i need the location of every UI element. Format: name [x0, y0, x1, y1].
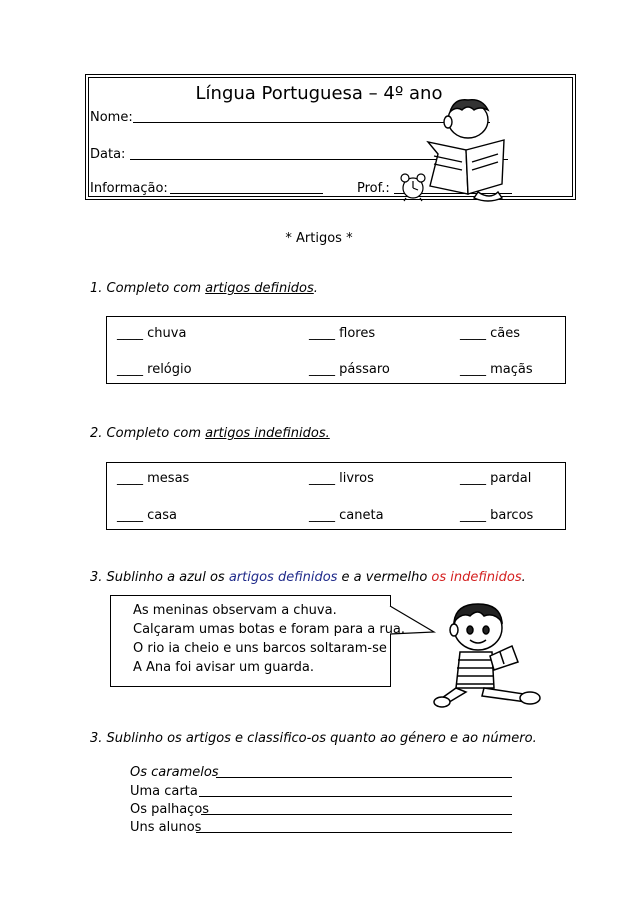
- ex4-answer-line-2[interactable]: [199, 796, 512, 797]
- reading-boy-icon: [418, 92, 518, 204]
- ex4-answer-line-4[interactable]: [196, 832, 512, 833]
- sentence-4[interactable]: A Ana foi avisar um guarda.: [133, 660, 314, 675]
- sentence-1[interactable]: As meninas observam a chuva.: [133, 603, 337, 618]
- topic-heading: * Artigos *: [285, 231, 353, 246]
- teacher-label: Prof.:: [357, 181, 390, 196]
- ex4-answer-line-1[interactable]: [216, 777, 512, 778]
- ex2-item-caneta[interactable]: ____ caneta: [309, 508, 384, 523]
- exercise-1-emphasis: artigos definidos: [205, 281, 314, 296]
- ex1-item-macas[interactable]: ____ maçãs: [460, 362, 533, 377]
- ex4-item-palhacos: Os palhaços: [130, 802, 210, 817]
- ex2-item-mesas[interactable]: ____ mesas: [117, 471, 190, 486]
- exercise-3-instruction: [90, 570, 526, 585]
- ex4-item-alunos: Uns alunos: [130, 820, 202, 835]
- ex4-item-carta: Uma carta: [130, 784, 198, 799]
- exercise-3-suffix: .: [521, 570, 526, 585]
- exercise-2-prefix: 2. Completo com: [90, 426, 206, 441]
- exercise-1-prefix: 1. Completo com: [90, 281, 206, 296]
- alarm-clock-icon: [398, 172, 428, 202]
- date-label: Data:: [90, 147, 126, 162]
- ex1-item-caes[interactable]: ____ cães: [460, 326, 521, 341]
- ex2-item-casa[interactable]: ____ casa: [117, 508, 177, 523]
- boy-with-book-icon: [432, 598, 550, 708]
- ex4-item-caramelos: Os caramelos: [130, 765, 219, 780]
- exercise-3-middle: e a vermelho: [337, 570, 432, 585]
- ex1-item-passaro[interactable]: ____ pássaro: [309, 362, 390, 377]
- sentence-2[interactable]: Calçaram umas botas e foram para a rua.: [133, 622, 406, 637]
- exercise-3-blue-text: artigos definidos: [228, 570, 338, 585]
- sentence-3[interactable]: O rio ia cheio e uns barcos soltaram-se: [133, 641, 387, 656]
- exercise-3-prefix: 3. Sublinho a azul os: [90, 570, 229, 585]
- page-title: Língua Portuguesa – 4º ano: [195, 83, 443, 104]
- exercise-1-suffix: .: [313, 281, 318, 296]
- ex2-item-barcos[interactable]: ____ barcos: [460, 508, 534, 523]
- exercise-2-instruction: [90, 426, 330, 441]
- exercise-2-emphasis: artigos indefinidos.: [205, 426, 330, 441]
- ex2-item-pardal[interactable]: ____ pardal: [460, 471, 532, 486]
- ex4-answer-line-3[interactable]: [201, 814, 512, 815]
- name-label: Nome:: [90, 110, 133, 125]
- ex1-item-relogio[interactable]: ____ relógio: [117, 362, 192, 377]
- info-field[interactable]: [170, 193, 323, 194]
- exercise-3-red-text: os indefinidos: [431, 570, 522, 585]
- info-label: Informação:: [90, 181, 168, 196]
- ex1-item-chuva[interactable]: ____ chuva: [117, 326, 187, 341]
- exercise-4-instruction: 3. Sublinho os artigos e classifico-os quanto ao género e ao número.: [90, 731, 537, 746]
- exercise-1-instruction: [90, 281, 318, 296]
- ex2-item-livros[interactable]: ____ livros: [309, 471, 374, 486]
- ex1-item-flores[interactable]: ____ flores: [309, 326, 376, 341]
